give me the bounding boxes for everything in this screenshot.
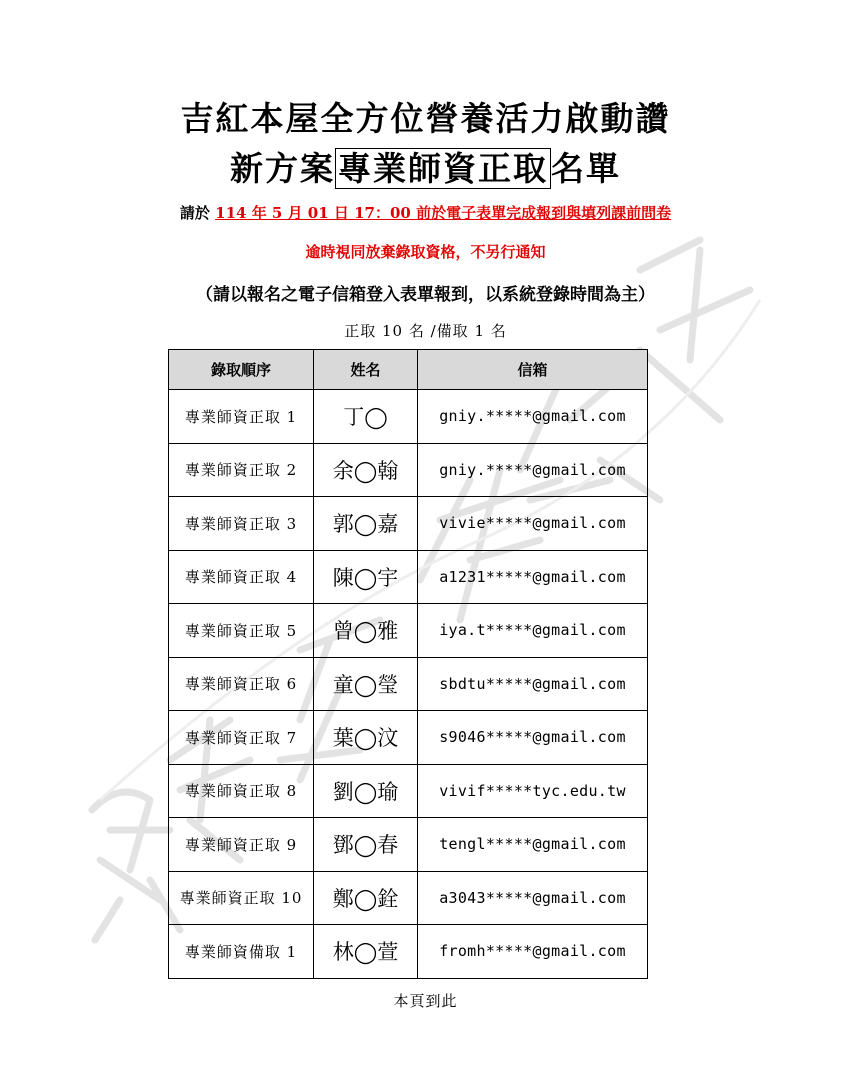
deadline-prefix: 請於 [179, 204, 210, 222]
name-cell: 鄧◯春 [314, 818, 418, 872]
name-cell: 郭◯嘉 [314, 497, 418, 551]
title-boxed-text: 專業師資正取 [335, 148, 551, 189]
table-row [169, 925, 648, 979]
deadline-notice [0, 202, 851, 223]
email-cell: vivif*****tyc.edu.tw [418, 764, 648, 818]
email-cell: sbdtu*****@gmail.com [418, 657, 648, 711]
name-cell: 葉◯汶 [314, 711, 418, 765]
title-line-1: 吉紅本屋全方位營養活力啟動讚 [180, 99, 671, 138]
name-cell: 童◯瑩 [314, 657, 418, 711]
email-cell: gniy.*****@gmail.com [418, 390, 648, 444]
table-row [169, 550, 648, 604]
email-cell: fromh*****@gmail.com [418, 925, 648, 979]
title-line-2 [0, 143, 851, 190]
rank-cell: 專業師資備取 1 [169, 925, 314, 979]
name-cell: 余◯翰 [314, 443, 418, 497]
table-row [169, 711, 648, 765]
rank-cell: 專業師資正取 6 [169, 657, 314, 711]
admission-table [168, 349, 648, 979]
page-end-note: 本頁到此 [393, 992, 458, 1010]
rank-cell: 專業師資正取 7 [169, 711, 314, 765]
title-suffix: 名單 [551, 149, 621, 188]
email-cell: gniy.*****@gmail.com [418, 443, 648, 497]
deadline-date: 114 年 5 月 01 日 17：00 前於電子表單完成報到與填列課前問卷 [215, 204, 672, 222]
name-cell: 鄭◯銓 [314, 871, 418, 925]
rank-cell: 專業師資正取 10 [169, 871, 314, 925]
header-name: 姓名 [314, 350, 418, 390]
login-note: （請以報名之電子信箱登入表單報到，以系統登錄時間為主） [196, 285, 655, 305]
name-cell: 林◯萱 [314, 925, 418, 979]
email-cell: iya.t*****@gmail.com [418, 604, 648, 658]
email-cell: a1231*****@gmail.com [418, 550, 648, 604]
rank-cell: 專業師資正取 1 [169, 390, 314, 444]
rank-cell: 專業師資正取 3 [169, 497, 314, 551]
rank-cell: 專業師資正取 4 [169, 550, 314, 604]
late-warning: 逾時視同放棄錄取資格，不另行通知 [305, 243, 546, 261]
table-row [169, 497, 648, 551]
table-row [169, 818, 648, 872]
header-rank: 錄取順序 [169, 350, 314, 390]
email-cell: vivie*****@gmail.com [418, 497, 648, 551]
name-cell: 丁◯ [314, 390, 418, 444]
rank-cell: 專業師資正取 9 [169, 818, 314, 872]
table-row [169, 390, 648, 444]
name-cell: 劉◯瑜 [314, 764, 418, 818]
name-cell: 陳◯宇 [314, 550, 418, 604]
rank-cell: 專業師資正取 5 [169, 604, 314, 658]
table-row [169, 604, 648, 658]
rank-cell: 專業師資正取 8 [169, 764, 314, 818]
email-cell: a3043*****@gmail.com [418, 871, 648, 925]
email-cell: s9046*****@gmail.com [418, 711, 648, 765]
name-cell: 曾◯雅 [314, 604, 418, 658]
table-row [169, 657, 648, 711]
table-row [169, 443, 648, 497]
email-cell: tengl*****@gmail.com [418, 818, 648, 872]
table-row [169, 764, 648, 818]
rank-cell: 專業師資正取 2 [169, 443, 314, 497]
title-prefix: 新方案 [230, 149, 335, 188]
admission-counts: 正取 10 名 /備取 1 名 [344, 322, 507, 340]
table-row [169, 871, 648, 925]
table-header-row [169, 350, 648, 390]
header-email: 信箱 [418, 350, 648, 390]
